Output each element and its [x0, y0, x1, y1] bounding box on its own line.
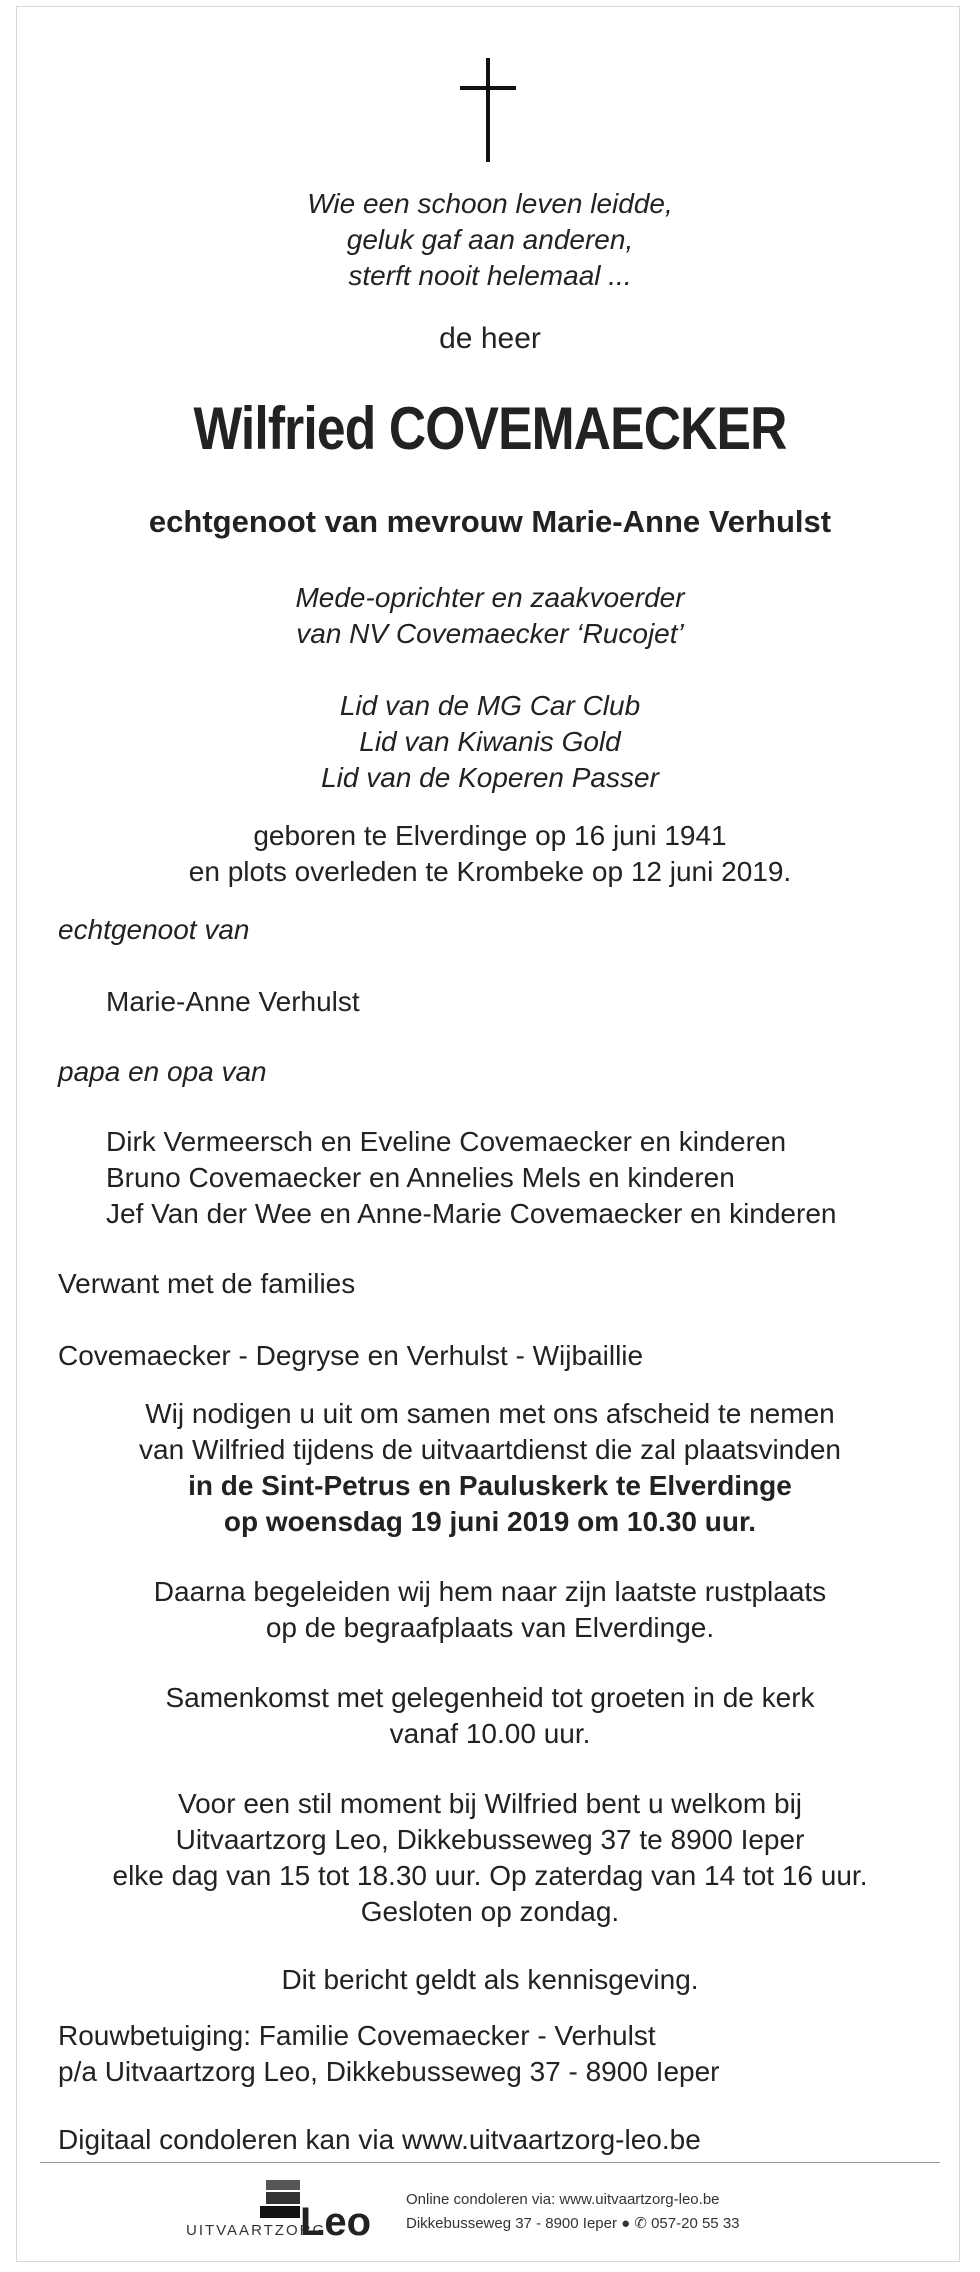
burial-line: op de begraafplaats van Elverdinge.: [265, 1612, 715, 1643]
condolence-line: Rouwbetuiging: Familie Covemaecker - Verhulst: [58, 2020, 656, 2051]
logo-wordmark: Leo: [300, 2200, 372, 2244]
salutation: de heer: [439, 322, 541, 355]
logo-mark-icon: [260, 2180, 300, 2218]
service-info: [40, 1396, 940, 1540]
visit-info: [40, 1786, 940, 1930]
service-line: Wij nodigen u uit om samen met ons afscheid te nemen: [145, 1398, 835, 1429]
deceased-name: Wilfried COVEMAECKER: [193, 395, 787, 462]
memberships: [40, 688, 940, 796]
motto-line: Wie een schoon leven leidde,: [307, 188, 673, 219]
relatives-heading: Verwant met de families: [58, 1268, 356, 1299]
logo-wordmark-small: UITVAARTZORG: [186, 2222, 327, 2239]
condolence-line: p/a Uitvaartzorg Leo, Dikkebusseweg 37 - 8900 Ieper: [58, 2056, 720, 2087]
birth-line: geboren te Elverdinge op 16 juni 1941: [253, 820, 727, 851]
children-heading: papa en opa van: [58, 1056, 267, 1087]
visit-line: Uitvaartzorg Leo, Dikkebusseweg 37 te 8900 Ieper: [175, 1824, 805, 1855]
funeral-home-logo: [186, 2180, 386, 2250]
footer-contact: [406, 2188, 926, 2236]
footer-online-line: Online condoleren via: www.uitvaartzorg-leo.be: [406, 2191, 720, 2208]
life-dates: [40, 818, 940, 890]
condolence-address: [58, 2018, 938, 2090]
membership-item: Lid van de MG Car Club: [339, 690, 641, 721]
service-date: op woensdag 19 juni 2019 om 10.30 uur.: [223, 1506, 757, 1537]
visit-line: Gesloten op zondag.: [360, 1896, 620, 1927]
role-line: Mede-oprichter en zaakvoerder: [295, 582, 685, 613]
footer-address-line: Dikkebusseweg 37 - 8900 Ieper ● ✆ 057-20 55 33: [406, 2215, 740, 2232]
roles: [40, 580, 940, 652]
service-line: van Wilfried tijdens de uitvaartdienst die zal plaatsvinden: [139, 1434, 841, 1465]
footer-divider: [40, 2162, 940, 2163]
membership-item: Lid van de Koperen Passer: [321, 762, 659, 793]
notice: Dit bericht geldt als kennisgeving.: [281, 1964, 699, 1995]
spouse-heading: echtgenoot van: [58, 914, 250, 945]
child-line: Dirk Vermeersch en Eveline Covemaecker en kinderen: [106, 1126, 787, 1157]
child-line: Jef Van der Wee en Anne-Marie Covemaecker en kinderen: [106, 1198, 837, 1229]
gathering-line: vanaf 10.00 uur.: [389, 1718, 591, 1749]
gathering-line: Samenkomst met gelegenheid tot groeten in de kerk: [165, 1682, 815, 1713]
death-line: en plots overleden te Krombeke op 12 juni 2019.: [188, 856, 792, 887]
spouse-line: echtgenoot van mevrouw Marie-Anne Verhulst: [148, 504, 832, 539]
spouse-name: Marie-Anne Verhulst: [106, 986, 360, 1017]
role-line: van NV Covemaecker ‘Rucojet’: [296, 618, 684, 649]
motto-line: sterft nooit helemaal ...: [348, 260, 632, 291]
visit-line: elke dag van 15 tot 18.30 uur. Op zaterdag van 14 tot 16 uur.: [112, 1860, 868, 1891]
membership-item: Lid van Kiwanis Gold: [359, 726, 621, 757]
online-condolence: Digitaal condoleren kan via www.uitvaartzorg-leo.be: [58, 2124, 701, 2155]
service-church: in de Sint-Petrus en Pauluskerk te Elverdinge: [188, 1470, 792, 1501]
motto: [40, 186, 940, 294]
motto-line: geluk gaf aan anderen,: [346, 224, 634, 255]
gathering-info: [40, 1680, 940, 1752]
burial-info: [40, 1574, 940, 1646]
child-line: Bruno Covemaecker en Annelies Mels en kinderen: [106, 1162, 735, 1193]
children-list: [106, 1124, 946, 1232]
burial-line: Daarna begeleiden wij hem naar zijn laatste rustplaats: [153, 1576, 827, 1607]
relatives-list: Covemaecker - Degryse en Verhulst - Wijbaillie: [58, 1340, 644, 1371]
visit-line: Voor een stil moment bij Wilfried bent u welkom bij: [177, 1788, 803, 1819]
cross-icon: [460, 58, 516, 162]
